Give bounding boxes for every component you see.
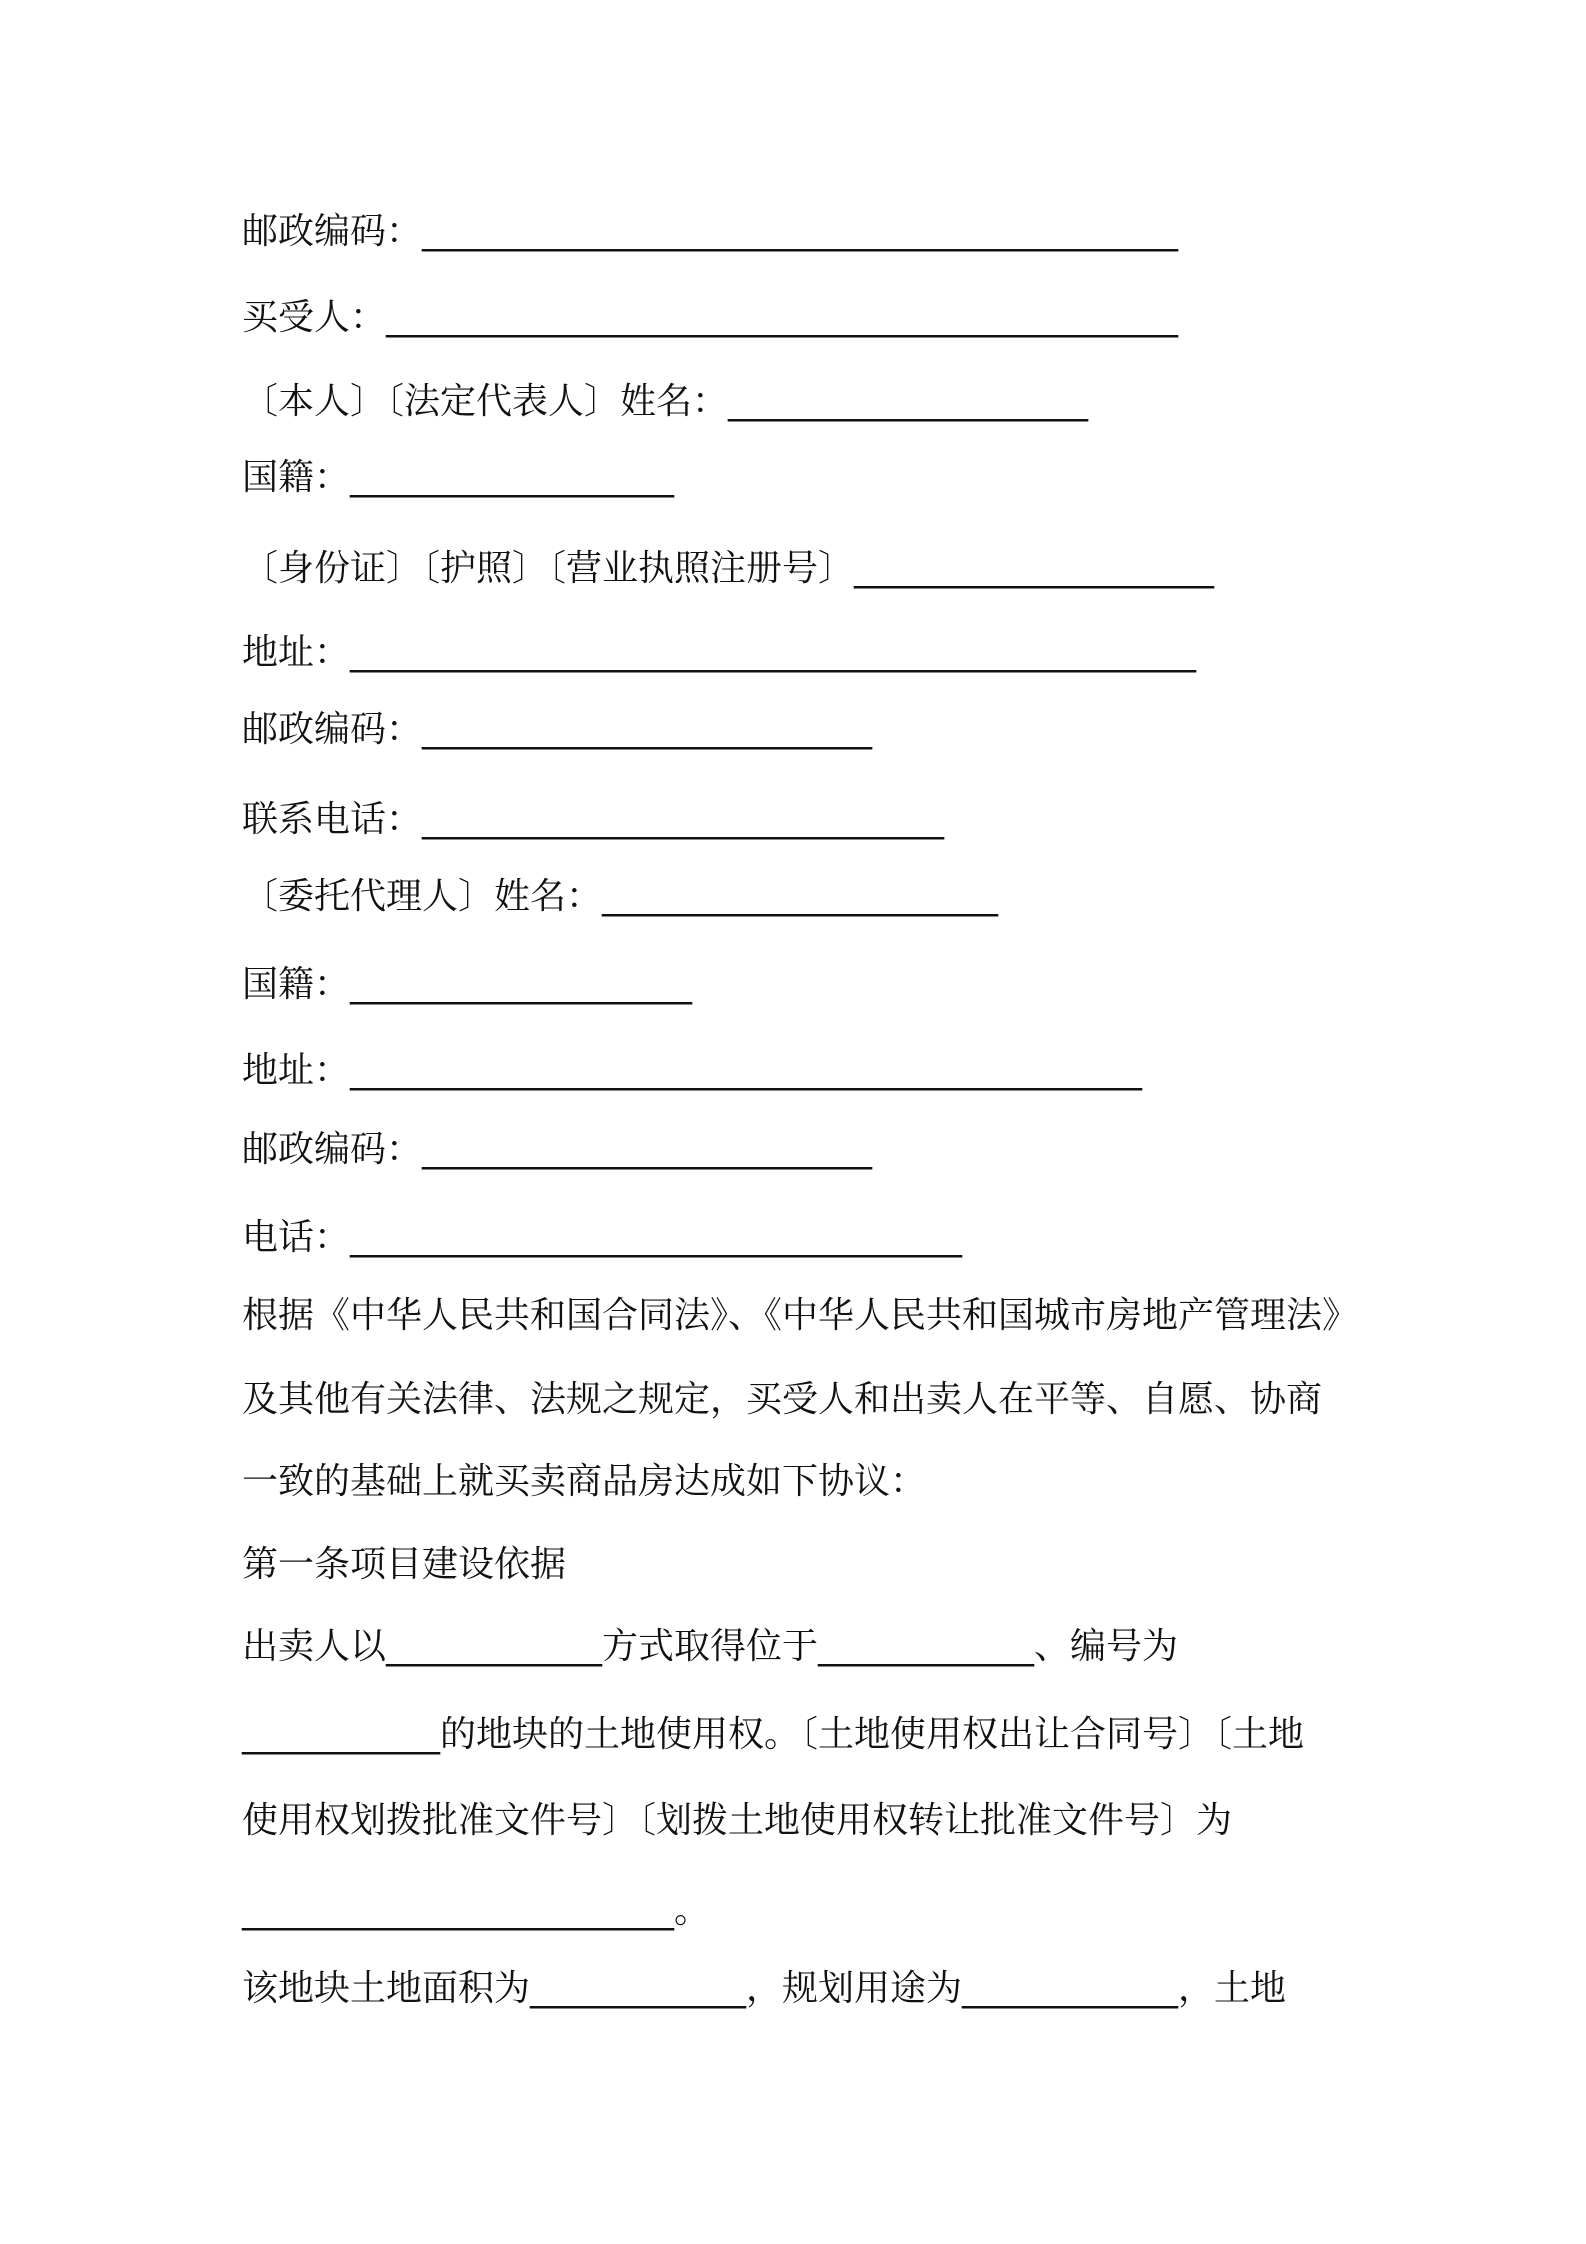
agent-phone-line: 电话：__________________________________ <box>242 1217 963 1258</box>
article-1-line-1: 出卖人以____________方式取得位于____________、编号为 <box>242 1626 1179 1667</box>
buyer-id-number-line: 〔身份证〕〔护照〕〔营业执照注册号〕____________________ <box>242 548 1215 589</box>
buyer-nationality-line: 国籍：__________________ <box>242 457 675 498</box>
seller-postal-code-line: 邮政编码：__________________________________________ <box>242 211 1179 252</box>
article-1-line-3: 使用权划拨批准文件号〕〔划拨土地使用权转让批准文件号〕为 <box>242 1800 1233 1841</box>
buyer-line: 买受人：____________________________________________ <box>242 297 1179 338</box>
article-1-line-4: ________________________。 <box>242 1890 710 1931</box>
buyer-phone-line: 联系电话：_____________________________ <box>242 799 945 840</box>
agent-name-line: 〔委托代理人〕姓名：______________________ <box>242 876 999 917</box>
preamble-line-3: 一致的基础上就买卖商品房达成如下协议： <box>242 1461 927 1502</box>
agent-nationality-line: 国籍：___________________ <box>242 964 693 1005</box>
article-1-heading: 第一条项目建设依据 <box>242 1544 567 1585</box>
preamble-line-1: 根据《中华人民共和国合同法》、《中华人民共和国城市房地产管理法》 <box>242 1295 1359 1336</box>
buyer-postal-code-line: 邮政编码：_________________________ <box>242 709 873 750</box>
buyer-address-line: 地址：_______________________________________________ <box>242 632 1197 673</box>
agent-address-line: 地址：____________________________________________ <box>242 1050 1143 1091</box>
agent-postal-code-line: 邮政编码：_________________________ <box>242 1129 873 1170</box>
preamble-line-2: 及其他有关法律、法规之规定，买受人和出卖人在平等、自愿、协商 <box>242 1379 1323 1420</box>
buyer-representative-name-line: 〔本人〕〔法定代表人〕姓名：____________________ <box>242 381 1089 422</box>
article-1-line-2: ___________的地块的土地使用权。〔土地使用权出让合同号〕〔土地 <box>242 1714 1305 1755</box>
article-1-line-5: 该地块土地面积为____________，规划用途为____________，土地 <box>242 1968 1287 2009</box>
